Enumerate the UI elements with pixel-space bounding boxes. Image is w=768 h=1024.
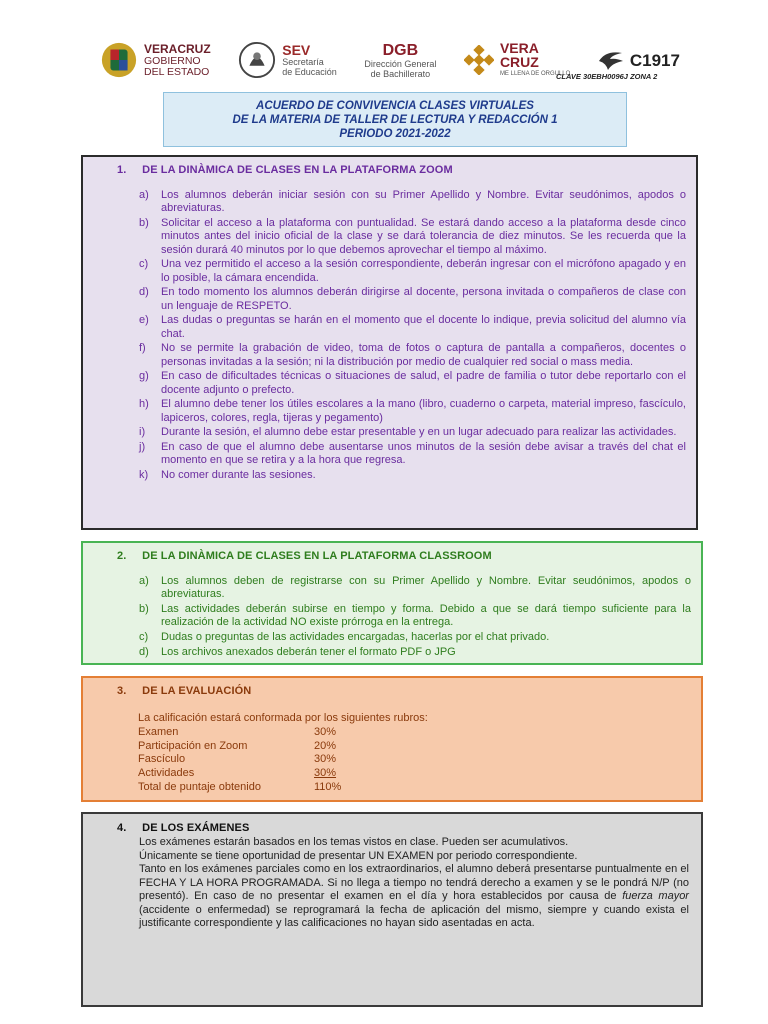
title-line: PERIODO 2021-2022 [339, 128, 451, 140]
veracruz-brand-icon [464, 45, 494, 75]
section-number: 4. [117, 822, 127, 834]
emphasis: fuerza mayor [622, 890, 689, 902]
grading-table [138, 712, 428, 795]
eagle-icon [598, 49, 624, 71]
logo-line: VERA [499, 40, 539, 56]
item-letter: g) [139, 370, 149, 383]
veracruz-coat-of-arms-icon [100, 41, 138, 79]
logo-line: ME LLENA DE ORGULLO [499, 71, 571, 77]
item-text: En caso de que el alumno debe ausentarse unos minutos de la sesión debe avisar a través del chat el momento en que se retira y a la hora que regresa. [161, 441, 686, 467]
item-text: Los archivos anexados deberán tener el formato PDF o JPG [161, 645, 456, 658]
grading-intro: La calificación estará conformada por los siguientes rubros: [138, 712, 428, 724]
list-item [139, 286, 686, 313]
item-letter: h) [139, 398, 149, 411]
section-heading [117, 822, 249, 834]
item-text: Las dudas o preguntas se harán en el momento que el docente lo indique, previa solicitud del alumno vía chat. [161, 314, 686, 340]
section-title: DE LOS EXÁMENES [142, 822, 250, 834]
item-text: Durante la sesión, el alumno debe estar presentable y en un lugar adecuado para realizar las actividades. [161, 426, 677, 439]
exams-text [139, 836, 689, 931]
rules-list [139, 575, 691, 660]
grading-label: Fascículo [138, 753, 186, 766]
grading-label: Participación en Zoom [138, 739, 248, 752]
item-text: El alumno debe tener los útiles escolares a la mano (libro, cuaderno o carpeta, material impreso, fascículo, lapiceros, colores, regla, tijeras y pegamento) [161, 398, 686, 424]
item-letter: d) [139, 286, 149, 299]
list-item [139, 469, 686, 482]
grading-row [138, 767, 428, 781]
item-letter: i) [139, 426, 146, 439]
list-item [139, 631, 691, 644]
section-title: DE LA DINÀMICA DE CLASES EN LA PLATAFORMA ZOOM [142, 164, 453, 176]
grading-value: 110% [314, 780, 342, 793]
paragraph: Únicamente se tiene oportunidad de presentar UN EXAMEN por periodo correspondiente. [139, 849, 578, 862]
item-text: Dudas o preguntas de las actividades encargadas, hacerlas por el chat privado. [161, 631, 550, 643]
section-exams [81, 812, 703, 1007]
logo-line: de Educación [282, 66, 337, 77]
section-heading [117, 550, 492, 562]
logo-line: Secretaría [282, 56, 324, 67]
logo-line: DEL ESTADO [144, 65, 210, 78]
logo-line: GOBIERNO [144, 54, 201, 67]
national-seal-icon [238, 41, 276, 79]
list-item [139, 646, 691, 659]
section-heading [117, 164, 453, 176]
item-letter: k) [139, 469, 149, 481]
grading-row [138, 726, 428, 740]
section-evaluation [81, 676, 703, 802]
list-item [139, 314, 686, 341]
section-number: 1. [117, 164, 127, 176]
section-title: DE LA EVALUACIÓN [142, 685, 252, 697]
list-item [139, 258, 686, 285]
item-letter: d) [139, 645, 149, 658]
item-letter: a) [139, 575, 149, 587]
section-heading [117, 685, 251, 697]
list-item [139, 575, 691, 602]
item-text: No comer durante las sesiones. [161, 469, 316, 481]
item-letter: c) [139, 258, 149, 271]
grading-value: 30% [314, 753, 337, 766]
item-letter: a) [139, 189, 149, 201]
grading-label: Total de puntaje obtenido [138, 780, 261, 793]
logo-line: CRUZ [499, 54, 539, 70]
item-text: No se permite la grabación de video, toma de fotos o captura de pantalla a compañeros, docentes o personas invitadas a la sesión; ni la distribución por medio de cualquier red social o mass media. [161, 342, 686, 368]
title-line: DE LA MATERIA DE TALLER DE LECTURA Y REDACCIÓN 1 [232, 114, 558, 126]
list-item [139, 398, 686, 425]
item-letter: e) [139, 314, 149, 327]
rules-list [139, 189, 686, 484]
grading-label: Examen [138, 725, 179, 738]
logo-line: DGB [382, 41, 419, 59]
list-item [139, 441, 686, 468]
item-text: En todo momento los alumnos deberán dirigirse al docente, persona invitada o compañeros de clase con un lenguaje de RESPETO. [161, 286, 686, 312]
section-classroom [81, 541, 703, 665]
logo-sev [238, 41, 337, 79]
item-letter: b) [139, 603, 149, 615]
logo-line: SEV [282, 41, 311, 58]
list-item [139, 189, 686, 216]
section-zoom [81, 155, 698, 530]
item-letter: f) [139, 342, 146, 355]
section-number: 3. [117, 685, 127, 697]
grading-value: 30% [314, 767, 337, 780]
document-title [163, 92, 627, 147]
paragraph-part: Tanto en los exámenes parciales como en los extraordinarios, el alumno deberá presentarse puntualmente en el FECHA Y LA HORA PROGRAMADA. Si no llega a tiempo no tendrá derecho a examen y se le pondrá N/P (no presentó). En caso de no presentar el examen en el día y hora establecidos por causa de [139, 863, 689, 902]
logo-line: Dirección General [364, 58, 437, 69]
grading-label: Actividades [138, 767, 195, 780]
section-number: 2. [117, 550, 127, 562]
item-text: Solicitar el acceso a la plataforma con puntualidad. Se estará dando acceso a la plataforma desde cinco minutos antes del inicio oficial de la clase y se dará tolerancia de diez minutos. Se les recuerda que la sesión durará 40 minutos por lo que debemos aprovechar el tiempo al máximo. [161, 217, 686, 256]
grading-row [138, 740, 428, 754]
item-letter: j) [139, 441, 146, 453]
item-letter: c) [139, 631, 149, 643]
title-line: ACUERDO DE CONVIVENCIA CLASES VIRTUALES [256, 100, 534, 112]
paragraph-part: (accidente o enfermedad) se reprogramará la fecha de aplicación del mismo, siempre y cuando exista el justificante correspondiente y las calificaciones no hayan sido asentadas en acta. [139, 903, 689, 929]
paragraph [139, 863, 689, 931]
item-text: Los alumnos deben de registrarse con su Primer Apellido y Nombre. Evitar seudónimos, apodos o abreviaturas. [161, 575, 691, 601]
logo-dgb [364, 42, 436, 79]
logo-c1917 [598, 49, 680, 71]
list-item [139, 603, 691, 630]
logo-line: VERACRUZ [144, 41, 211, 56]
logo-line: de Bachillerato [370, 68, 431, 79]
header-logos [100, 30, 680, 90]
item-text: En caso de dificultades técnicas o situaciones de salud, el padre de familia o tutor debe reportarlo con el docente adjunto o prefecto. [161, 370, 686, 396]
logo-veracruz-brand [464, 41, 570, 79]
item-text: Los alumnos deberán iniciar sesión con su Primer Apellido y Nombre. Evitar seudónimos, apodos o abreviaturas. [161, 189, 686, 215]
grading-value: 20% [314, 739, 337, 752]
list-item [139, 370, 686, 397]
logo-veracruz-gobierno [100, 41, 211, 79]
item-letter: b) [139, 217, 149, 229]
list-item [139, 217, 686, 257]
list-item [139, 426, 686, 439]
item-text: Una vez permitido el acceso a la sesión correspondiente, deberán ingresar con el micrófono apagado y en lo posible, la cámara encendida. [161, 258, 686, 284]
grading-row [138, 781, 428, 795]
grading-value: 30% [314, 725, 337, 738]
school-key: CLAVE 30EBH0096J ZONA 2 [556, 72, 658, 81]
section-title: DE LA DINÀMICA DE CLASES EN LA PLATAFORMA CLASSROOM [142, 550, 492, 562]
item-text: Las actividades deberán subirse en tiempo y forma. Debido a que se dará tiempo suficiente para la realización de la actividad NO existe prórroga en la entrega. [161, 603, 691, 629]
logo-line: C1917 [629, 50, 680, 70]
list-item [139, 342, 686, 369]
paragraph: Los exámenes estarán basados en los temas vistos en clase. Pueden ser acumulativos. [139, 836, 569, 848]
grading-row [138, 753, 428, 767]
